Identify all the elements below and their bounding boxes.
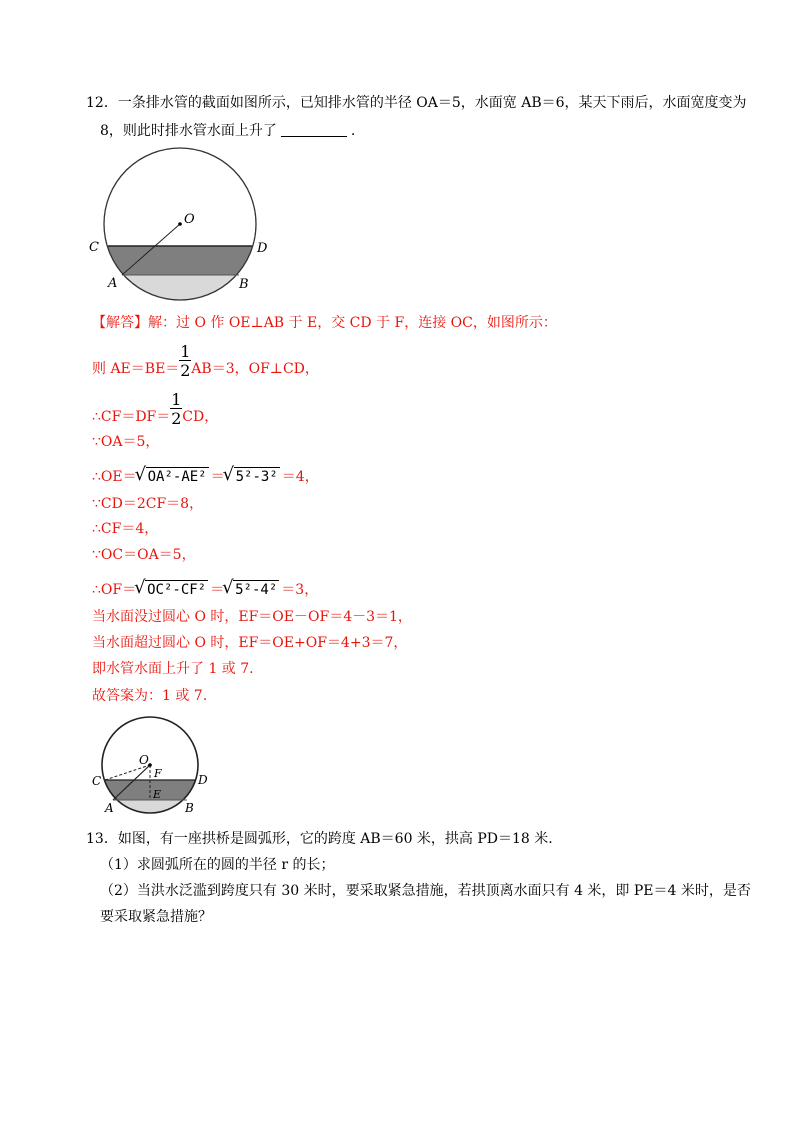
q12-line2 <box>100 121 355 141</box>
center-point <box>178 222 182 226</box>
equals-sign: ＝ <box>210 582 225 598</box>
solution-line-3 <box>92 390 219 428</box>
q13-line1: 13．如图，有一座拱桥是圆弧形，它的跨度 AB＝60 米，拱高 PD＝18 米. <box>86 831 553 847</box>
radicand: OA²-AE² <box>147 469 207 485</box>
water-band-dark <box>98 246 268 275</box>
solution-line-9-a: ∴OF＝ <box>92 582 137 598</box>
solution-line-9 <box>92 580 318 600</box>
solution-line-2-a: 则 AE＝BE＝ <box>92 361 180 377</box>
solution-line-5 <box>92 467 319 487</box>
sqrt-expression <box>137 467 209 487</box>
fraction-numerator: 1 <box>171 390 182 409</box>
label-B: B <box>185 801 194 815</box>
fraction-one-half <box>179 342 191 380</box>
solution-line-9-b: ＝3， <box>281 582 319 598</box>
label-D: D <box>257 241 268 256</box>
label-B: B <box>239 277 249 292</box>
solution-line-11: 当水面超过圆心 O 时，EF＝OE+OF＝4+3＝7， <box>92 635 408 651</box>
q13-part2-line2: 要采取紧急措施？ <box>100 909 212 925</box>
fraction-denominator: 2 <box>180 361 191 380</box>
fraction-denominator: 2 <box>171 409 182 428</box>
label-O: O <box>139 753 149 767</box>
solution-line-4: ∵OA＝5， <box>92 434 160 450</box>
q12-line2-text: 8，则此时排水管水面上升了 <box>100 123 277 139</box>
label-A: A <box>105 801 114 815</box>
solution-line-5-b: ＝4， <box>281 469 319 485</box>
label-F: F <box>154 767 162 780</box>
q12-line2-end: . <box>350 123 356 139</box>
solution-line-12: 即水管水面上升了 1 或 7. <box>92 661 254 677</box>
answer-blank <box>281 122 347 137</box>
q12-line1: 12．一条排水管的截面如图所示，已知排水管的半径 OA＝5，水面宽 AB＝6，某天下雨后，水面宽度变为 <box>86 95 747 111</box>
fraction-numerator: 1 <box>180 342 191 361</box>
label-C: C <box>92 774 102 788</box>
solution-line-8: ∵OC＝OA＝5， <box>92 547 196 563</box>
solution-line-2 <box>92 342 319 380</box>
label-C: C <box>89 240 99 255</box>
fraction-one-half <box>170 390 182 428</box>
sqrt-expression <box>224 580 279 600</box>
sqrt-expression <box>136 580 208 600</box>
radicand: 5²-4² <box>235 582 278 598</box>
radicand: OC²-CF² <box>147 582 207 598</box>
radius-oc <box>105 765 150 780</box>
solution-line-6: ∵CD＝2CF＝8， <box>92 496 204 512</box>
solution-line-10: 当水面没过圆心 O 时，EF＝OE－OF＝4－3＝1， <box>92 609 412 625</box>
figure-pipe-cross-section <box>89 150 298 310</box>
solution-line-3-a: ∴CF＝DF＝ <box>92 409 171 425</box>
solution-line-7: ∴CF＝4， <box>92 521 159 537</box>
label-A: A <box>108 276 118 291</box>
sqrt-expression <box>225 467 280 487</box>
solution-line-13: 故答案为：1 或 7. <box>92 688 208 704</box>
solution-line-1: 【解答】解：过 O 作 OE⊥AB 于 E，交 CD 于 F，连接 OC，如图所示： <box>92 315 557 331</box>
equals-sign: ＝ <box>210 469 225 485</box>
label-D: D <box>198 773 208 787</box>
label-O: O <box>184 212 195 227</box>
radicand: 5²-3² <box>235 469 278 485</box>
label-E: E <box>153 788 162 801</box>
solution-line-2-b: AB＝3，OF⊥CD， <box>191 361 319 377</box>
q13-part2-line1: （2）当洪水泛滥到跨度只有 30 米时，要采取紧急措施，若拱顶离水面只有 4 米，即 PE＝4 米时，是否 <box>100 883 751 899</box>
solution-line-5-a: ∴OE＝ <box>92 469 137 485</box>
solution-line-3-b: CD， <box>182 409 219 425</box>
q13-part1: （1）求圆弧所在的圆的半径 r 的长； <box>100 857 335 873</box>
figure-solution-diagram <box>92 718 222 818</box>
